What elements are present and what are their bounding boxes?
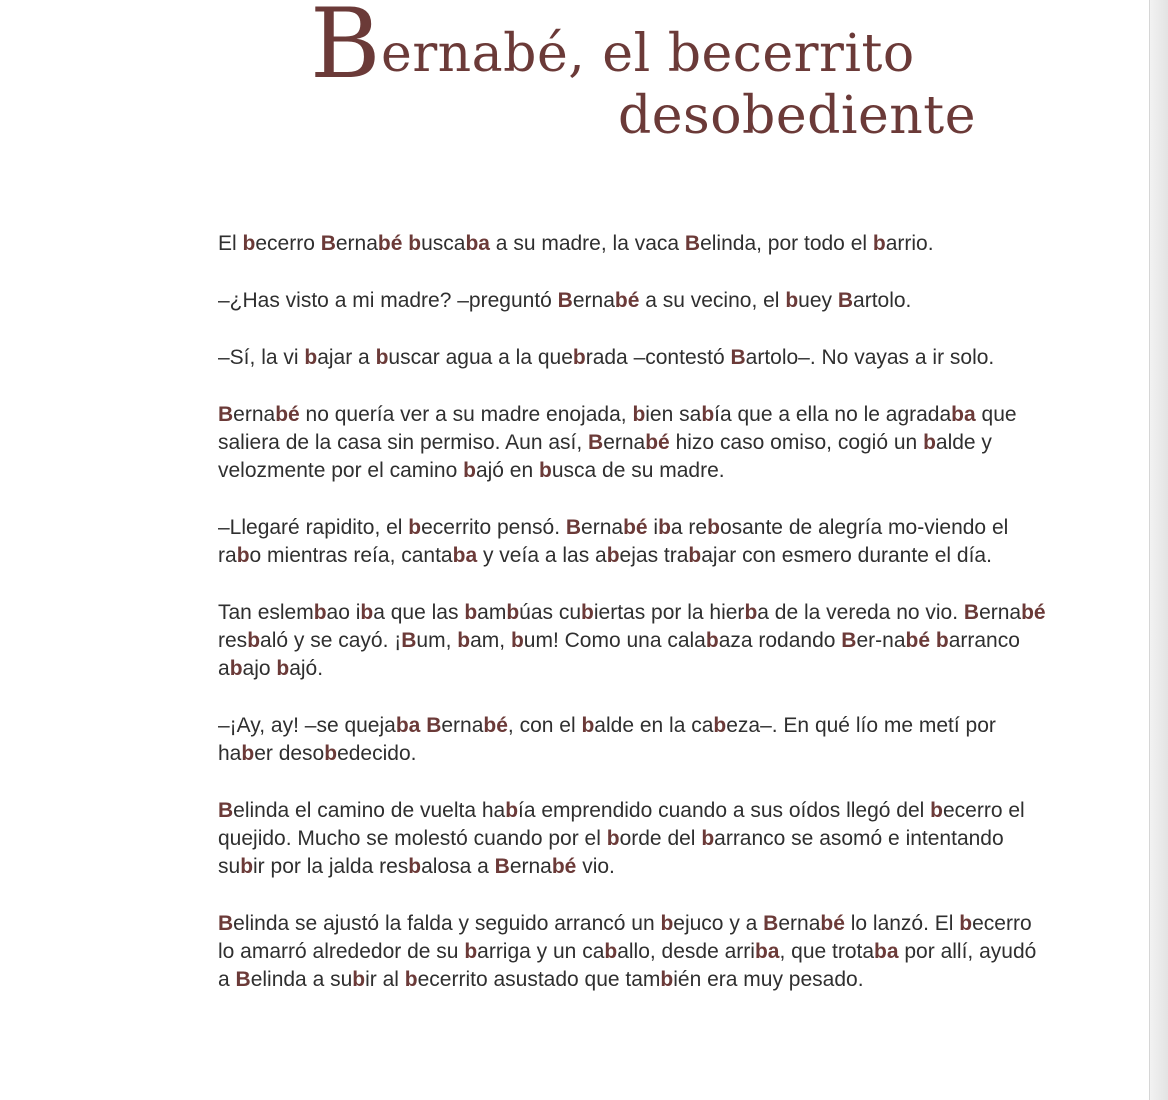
highlighted-letter: b	[457, 629, 471, 652]
text-run: ajó en	[475, 459, 540, 482]
highlighted-letter: B	[557, 289, 573, 312]
highlighted-letter: B	[401, 629, 417, 652]
text-run: –¿Has visto a mi madre? –preguntó	[218, 289, 558, 312]
text-run: i	[647, 516, 659, 539]
text-run: o mientras reía, canta	[249, 544, 453, 567]
highlighted-letter: b	[707, 516, 720, 539]
text-run: ía que a ella no le agrada	[714, 403, 952, 426]
title-line-1-text: ernabé, el becerrito	[381, 24, 915, 84]
text-run: erna	[441, 714, 484, 737]
text-run: ecerro	[255, 232, 321, 255]
highlighted-letter: ba	[452, 544, 478, 567]
highlighted-letter: ba	[754, 940, 780, 963]
text-run: ajar con esmero durante el día.	[701, 544, 992, 567]
text-run: alde en la ca	[594, 714, 714, 737]
highlighted-letter: b	[505, 799, 519, 822]
highlighted-letter: bé	[551, 855, 577, 878]
highlighted-letter: B	[218, 403, 234, 426]
text-run: erna	[581, 516, 624, 539]
highlighted-letter: B	[684, 232, 701, 255]
paragraph	[218, 712, 1050, 768]
text-run: a de la vereda no vio.	[757, 601, 964, 624]
text-run: ir al	[365, 968, 405, 991]
text-run: ao i	[326, 601, 361, 624]
highlighted-letter: b	[510, 629, 524, 652]
highlighted-letter: B	[841, 629, 857, 652]
highlighted-letter: B	[320, 232, 336, 255]
text-run: a que las	[373, 601, 465, 624]
page-edge-shadow	[1149, 0, 1168, 1100]
highlighted-letter: b	[506, 601, 520, 624]
text-run: arranco se asomó e intentando su	[218, 827, 1004, 878]
highlighted-letter: b	[872, 232, 886, 255]
text-run: ejuco y a	[673, 912, 764, 935]
highlighted-letter: ba	[395, 714, 421, 737]
text-run: osante de alegría mo-viendo el ra	[218, 516, 1009, 567]
text-run: erna	[572, 289, 615, 312]
highlighted-letter: b	[229, 657, 243, 680]
text-run: uscar agua a la que	[388, 346, 573, 369]
highlighted-letter: b	[701, 827, 715, 850]
text-run: elinda se ajustó la falda y seguido arrancó un	[233, 912, 661, 935]
highlighted-letter: b	[606, 827, 620, 850]
text-run: elinda el camino de vuelta ha	[233, 799, 506, 822]
highlighted-letter: b	[923, 431, 936, 454]
text-run: allo, desde arri	[617, 940, 755, 963]
text-run: por allí, ayudó a	[218, 940, 1037, 991]
text-run: elinda a su	[250, 968, 353, 991]
highlighted-letter: B	[218, 799, 234, 822]
text-run: res	[218, 629, 248, 652]
text-run: ejas tra	[619, 544, 689, 567]
text-run: eza–. En qué lío me metí por ha	[218, 714, 996, 765]
highlighted-letter: bé	[905, 629, 931, 652]
text-run: –Llegaré rapidito, el	[218, 516, 409, 539]
highlighted-letter: bé	[623, 516, 648, 539]
highlighted-letter: b	[604, 940, 618, 963]
title-line-2: desobediente	[618, 86, 976, 146]
highlighted-letter: b	[463, 459, 476, 482]
text-run: erna	[509, 855, 552, 878]
text-run: ir por la jalda res	[253, 855, 409, 878]
highlighted-letter: b	[464, 940, 478, 963]
highlighted-letter: B	[837, 289, 854, 312]
highlighted-letter: bé	[820, 912, 845, 935]
highlighted-letter: b	[539, 459, 552, 482]
paragraph	[218, 287, 1050, 315]
text-run: hizo caso omiso, cogió un	[669, 431, 924, 454]
highlighted-letter: B	[730, 346, 746, 369]
highlighted-letter: b	[705, 629, 719, 652]
highlighted-letter: b	[236, 544, 250, 567]
text-run: , con el	[507, 714, 582, 737]
text-run: ién era muy pesado.	[673, 968, 864, 991]
text-run: rada –contestó	[585, 346, 731, 369]
highlighted-letter: b	[660, 912, 674, 935]
highlighted-letter: bé	[645, 431, 670, 454]
highlighted-letter: b	[408, 232, 422, 255]
highlighted-letter: B	[565, 516, 582, 539]
highlighted-letter: b	[606, 544, 620, 567]
text-run: Tan eslem	[218, 601, 314, 624]
text-run: alde y velozmente por el camino	[218, 431, 992, 482]
highlighted-letter: bé	[377, 232, 403, 255]
text-run: er-na	[856, 629, 906, 652]
text-run: a re	[670, 516, 708, 539]
highlighted-letter: B	[588, 431, 604, 454]
text-run: erna	[979, 601, 1022, 624]
highlighted-letter: ba	[951, 403, 976, 426]
highlighted-letter: b	[581, 714, 595, 737]
highlighted-letter: bé	[1021, 601, 1046, 624]
text-run: –Sí, la vi	[218, 346, 305, 369]
highlighted-letter: B	[963, 601, 980, 624]
highlighted-letter: bé	[275, 403, 300, 426]
text-run: que saliera de la casa sin permiso. Aun así,	[218, 403, 1017, 454]
highlighted-letter: b	[313, 601, 327, 624]
text-run: elinda, por todo el	[700, 232, 873, 255]
paragraph	[218, 401, 1050, 485]
highlighted-letter: b	[324, 742, 338, 765]
text-run: orde del	[619, 827, 702, 850]
highlighted-letter: b	[352, 968, 366, 991]
text-run: usca	[421, 232, 466, 255]
text-run: erna	[603, 431, 646, 454]
text-run: ajo	[242, 657, 277, 680]
highlighted-letter: b	[581, 601, 594, 624]
text-run: ecerro el quejido. Mucho se molestó cuando por el	[218, 799, 1025, 850]
highlighted-letter: b	[276, 657, 290, 680]
text-run: aló y se cayó. ¡	[260, 629, 402, 652]
text-run: El	[218, 232, 243, 255]
text-run: artolo–. No vayas a ir solo.	[745, 346, 995, 369]
highlighted-letter: b	[930, 799, 943, 822]
text-run: a su vecino, el	[639, 289, 786, 312]
highlighted-letter: b	[404, 968, 418, 991]
text-run: uey	[798, 289, 838, 312]
highlighted-letter: b	[240, 855, 254, 878]
highlighted-letter: B	[218, 912, 234, 935]
highlighted-letter: ba	[465, 232, 490, 255]
paragraph	[218, 797, 1050, 881]
text-run: alosa a	[421, 855, 495, 878]
text-run: ajar a	[317, 346, 376, 369]
text-run: úas cu	[519, 601, 582, 624]
highlighted-letter: b	[744, 601, 758, 624]
story-body	[218, 230, 1050, 1023]
highlighted-letter: b	[241, 742, 255, 765]
highlighted-letter: b	[701, 403, 715, 426]
highlighted-letter: b	[658, 516, 671, 539]
text-run: iertas por la hier	[593, 601, 745, 624]
text-run: ien sa	[645, 403, 702, 426]
highlighted-letter: B	[763, 912, 779, 935]
highlighted-letter: b	[785, 289, 799, 312]
highlighted-letter: b	[935, 629, 949, 652]
text-run: arranco a	[218, 629, 1020, 680]
text-run: –¡Ay, ay! –se queja	[218, 714, 396, 737]
paragraph	[218, 910, 1050, 994]
text-run: a su madre, la vaca	[489, 232, 685, 255]
text-run: erna	[778, 912, 821, 935]
highlighted-letter: B	[426, 714, 442, 737]
highlighted-letter: b	[632, 403, 646, 426]
highlighted-letter: b	[360, 601, 374, 624]
title-dropcap: B	[310, 0, 382, 100]
paragraph	[218, 514, 1050, 570]
highlighted-letter: bé	[614, 289, 640, 312]
highlighted-letter: b	[408, 855, 422, 878]
highlighted-letter: b	[247, 629, 261, 652]
highlighted-letter: b	[713, 714, 727, 737]
highlighted-letter: ba	[874, 940, 899, 963]
highlighted-letter: b	[408, 516, 422, 539]
text-run: ajó.	[289, 657, 324, 680]
highlighted-letter: B	[494, 855, 510, 878]
text-run: aza rodando	[718, 629, 842, 652]
text-run: lo lanzó. El	[844, 912, 960, 935]
title-line-1	[310, 0, 915, 100]
text-run: arrio.	[885, 232, 934, 255]
highlighted-letter: b	[688, 544, 702, 567]
highlighted-letter: b	[959, 912, 973, 935]
text-run: , que trota	[779, 940, 875, 963]
highlighted-letter: b	[375, 346, 389, 369]
text-run: ecerrito asustado que tam	[417, 968, 661, 991]
paragraph	[218, 599, 1050, 683]
text-run: no quería ver a su madre enojada,	[299, 403, 633, 426]
highlighted-letter: bé	[483, 714, 508, 737]
text-run: am	[477, 601, 507, 624]
text-run: vio.	[576, 855, 615, 878]
text-run: erna	[233, 403, 276, 426]
highlighted-letter: b	[660, 968, 674, 991]
text-run: y veía a las a	[477, 544, 607, 567]
highlighted-letter: b	[242, 232, 256, 255]
paragraph	[218, 344, 1050, 372]
highlighted-letter: b	[304, 346, 318, 369]
highlighted-letter: b	[572, 346, 586, 369]
text-run: artolo.	[853, 289, 912, 312]
text-run: erna	[335, 232, 378, 255]
text-run: usca de su madre.	[551, 459, 725, 482]
highlighted-letter: b	[464, 601, 478, 624]
text-run: er deso	[254, 742, 325, 765]
text-run: am,	[470, 629, 511, 652]
text-run: ecerrito pensó.	[421, 516, 566, 539]
text-run: ecerro lo amarró alrededor de su	[218, 912, 1032, 963]
highlighted-letter: B	[235, 968, 251, 991]
text-run: um,	[416, 629, 458, 652]
text-run: arriga y un ca	[477, 940, 605, 963]
paragraph	[218, 230, 1050, 258]
text-run: um! Como una cala	[523, 629, 706, 652]
text-run: edecido.	[337, 742, 417, 765]
text-run: ía emprendido cuando a sus oídos llegó del	[518, 799, 931, 822]
